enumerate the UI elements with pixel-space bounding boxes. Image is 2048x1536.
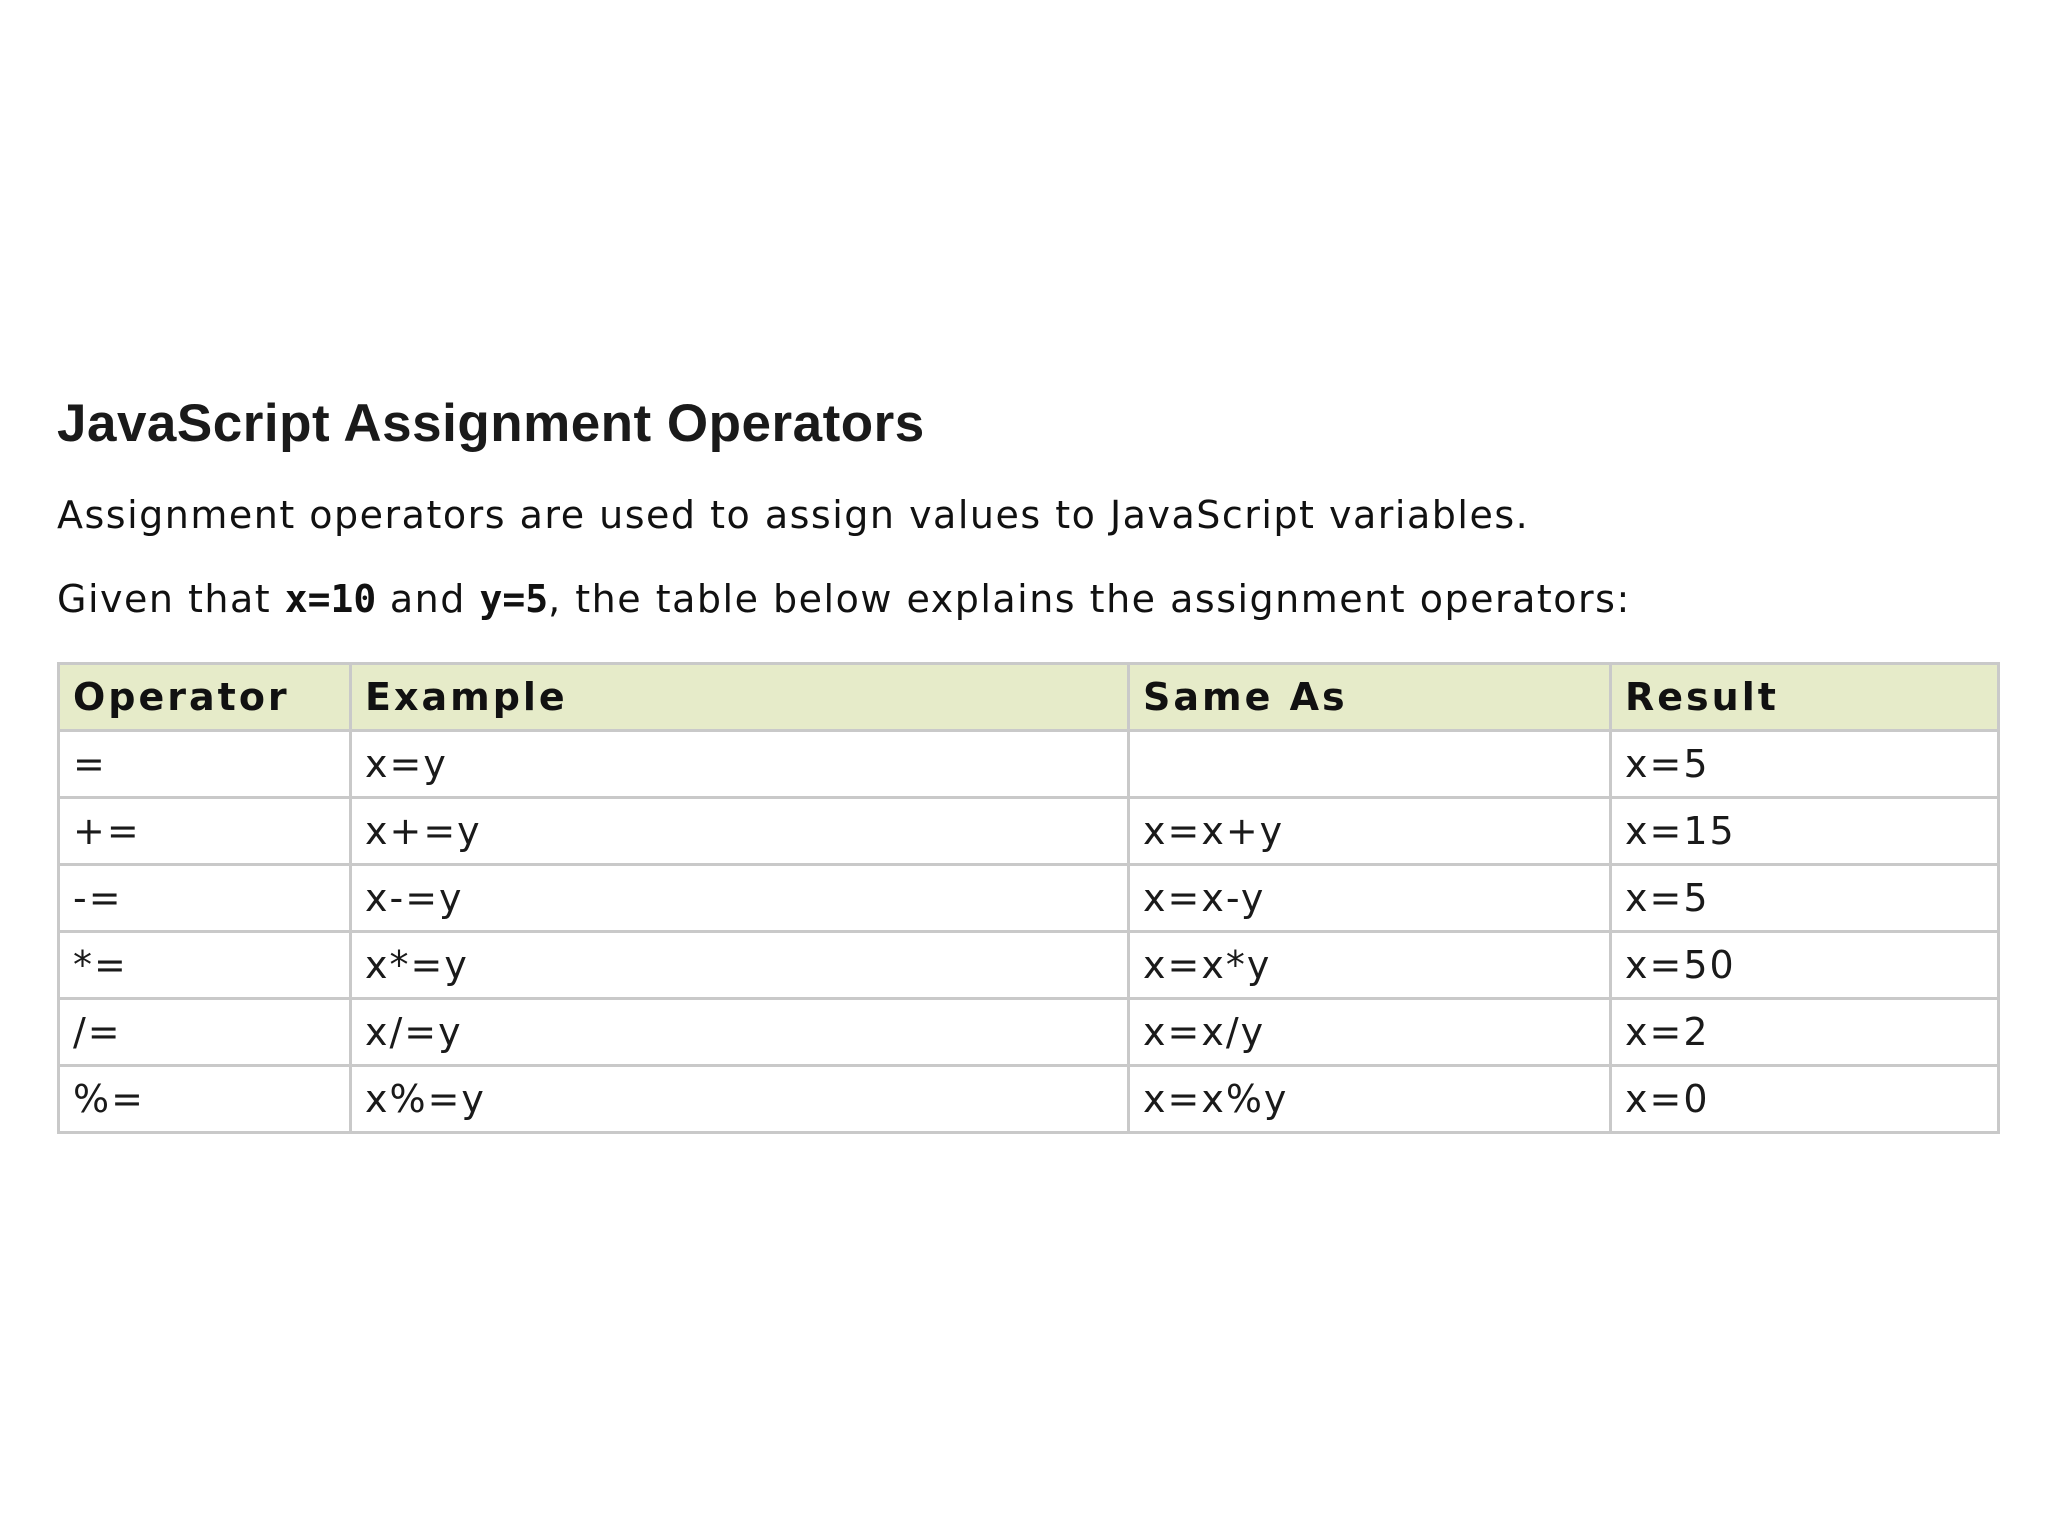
cell-example: x-=y	[351, 865, 1129, 932]
cell-result: x=5	[1611, 731, 1999, 798]
cell-operator: +=	[59, 798, 351, 865]
table-row	[59, 999, 1999, 1066]
cell-result: x=0	[1611, 1066, 1999, 1133]
cell-result: x=2	[1611, 999, 1999, 1066]
page-title: JavaScript Assignment Operators	[57, 394, 925, 453]
cell-example: x*=y	[351, 932, 1129, 999]
article-content	[57, 390, 1997, 1134]
cell-example: x=y	[351, 731, 1129, 798]
table-row	[59, 932, 1999, 999]
cell-operator: =	[59, 731, 351, 798]
intro-paragraph: Assignment operators are used to assign values to JavaScript variables.	[57, 493, 1530, 537]
x-expression: x=10	[284, 577, 377, 621]
table-header-row	[59, 664, 1999, 731]
given-suffix: , the table below explains the assignment operators:	[548, 577, 1631, 621]
table-row	[59, 1066, 1999, 1133]
table-row	[59, 865, 1999, 932]
cell-same-as: x=x+y	[1129, 798, 1611, 865]
header-same-as: Same As	[1129, 664, 1611, 731]
table-row	[59, 798, 1999, 865]
header-operator: Operator	[59, 664, 351, 731]
cell-result: x=15	[1611, 798, 1999, 865]
cell-same-as: x=x%y	[1129, 1066, 1611, 1133]
cell-example: x+=y	[351, 798, 1129, 865]
cell-same-as: x=x*y	[1129, 932, 1611, 999]
cell-same-as	[1129, 731, 1611, 798]
given-prefix: Given that	[57, 577, 285, 621]
given-paragraph	[57, 574, 1997, 624]
cell-same-as: x=x-y	[1129, 865, 1611, 932]
cell-example: x%=y	[351, 1066, 1129, 1133]
y-expression: y=5	[479, 577, 549, 621]
given-and: and	[376, 577, 480, 621]
cell-result: x=5	[1611, 865, 1999, 932]
cell-operator: /=	[59, 999, 351, 1066]
header-example: Example	[351, 664, 1129, 731]
cell-same-as: x=x/y	[1129, 999, 1611, 1066]
header-result: Result	[1611, 664, 1999, 731]
cell-operator: -=	[59, 865, 351, 932]
operators-table	[57, 662, 2000, 1134]
cell-example: x/=y	[351, 999, 1129, 1066]
cell-result: x=50	[1611, 932, 1999, 999]
cell-operator: *=	[59, 932, 351, 999]
table-row	[59, 731, 1999, 798]
cell-operator: %=	[59, 1066, 351, 1133]
